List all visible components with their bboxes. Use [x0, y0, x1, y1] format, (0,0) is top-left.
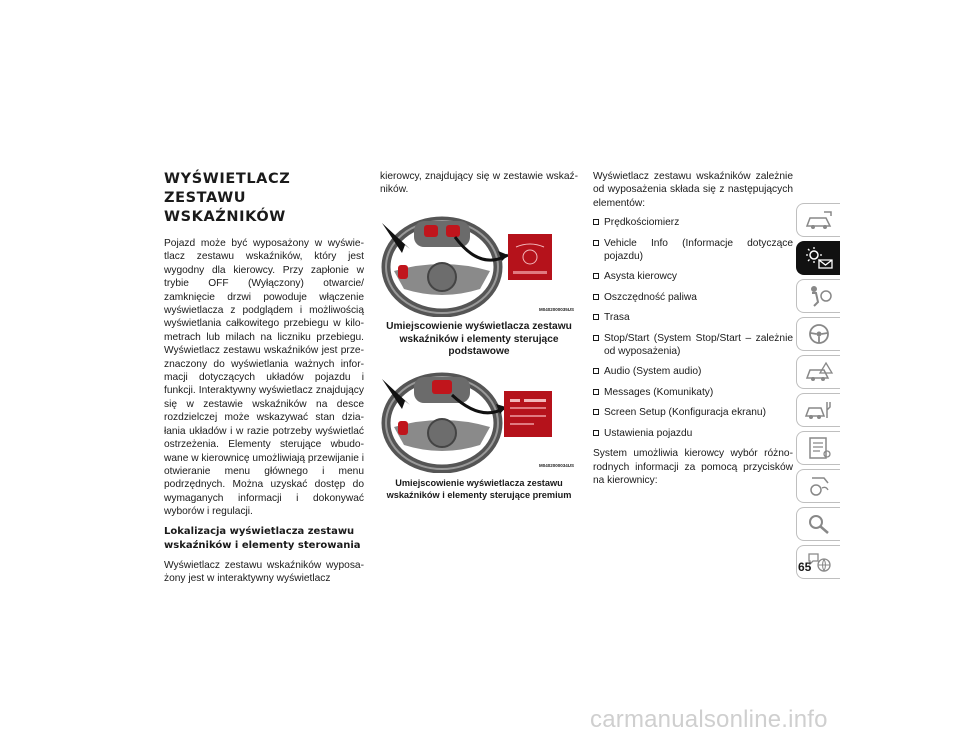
- list-item: Asysta kierowcy: [593, 270, 793, 283]
- tab-driving[interactable]: [796, 317, 840, 351]
- airbag-passenger-icon: [804, 284, 834, 308]
- tab-emergency[interactable]: [796, 355, 840, 389]
- checkbox-bullet-icon: [593, 219, 599, 225]
- list-item: Prędkościomierz: [593, 216, 793, 229]
- steering-wheel-premium-illustration: [380, 365, 578, 473]
- multimedia-icon: [804, 474, 834, 498]
- tab-multimedia[interactable]: [796, 469, 840, 503]
- list-item: Messages (Komunikaty): [593, 386, 793, 399]
- checkbox-bullet-icon: [593, 240, 599, 246]
- checkbox-bullet-icon: [593, 335, 599, 341]
- figure-caption: Umiejscowienie wyświetlacza zestawu wskaźników i elementy sterujące podstawowe: [386, 320, 572, 358]
- buttons-paragraph: System umożliwia kierowcy wybór różnorodnych informacji za pomocą przycisków na kierownicy:: [593, 448, 793, 486]
- checkbox-bullet-icon: [593, 430, 599, 436]
- checkbox-bullet-icon: [593, 389, 599, 395]
- tab-car-key[interactable]: [796, 203, 840, 237]
- list-item: Screen Setup (Konfiguracja ekranu): [593, 406, 793, 419]
- tab-index[interactable]: [796, 507, 840, 541]
- list-item: Stop/Start (System Stop/Start – zależnie od wyposażenia): [593, 332, 793, 359]
- list-item: Ustawienia pojazdu: [593, 427, 793, 440]
- list-item: Audio (System audio): [593, 365, 793, 378]
- list-item: Trasa: [593, 311, 793, 324]
- figure-code: M0402000034US: [538, 463, 574, 469]
- figure-caption: Umiejscowienie wyświetlacza zestawu wskaźników i elementy sterujące premium: [386, 478, 572, 501]
- checkbox-bullet-icon: [593, 294, 599, 300]
- tab-dashboard[interactable]: [796, 241, 840, 275]
- figure-premium-cluster: [380, 365, 578, 473]
- car-warning-icon: [804, 360, 834, 384]
- location-paragraph: Wyświetlacz zestawu wskaźników wyposażony jest w interaktywny wyświetlacz: [164, 559, 364, 584]
- checkbox-bullet-icon: [593, 409, 599, 415]
- list-item: Oszczędność paliwa: [593, 291, 793, 304]
- chapter-tabs: [796, 203, 842, 583]
- tab-safety[interactable]: [796, 279, 840, 313]
- dashboard-light-icon: [804, 246, 834, 270]
- checkbox-bullet-icon: [593, 314, 599, 320]
- figure-basic-cluster: [380, 209, 578, 317]
- elements-intro: Wyświetlacz zestawu wskaźników zależnie od wyposażenia składa się z następujących elementów:: [593, 171, 793, 209]
- page-number: 65: [798, 560, 812, 574]
- continued-paragraph: kierowcy, znajdujący się w zestawie wskaźników.: [380, 171, 578, 196]
- column-middle: [380, 170, 578, 507]
- figure-code: M0402000035US: [538, 306, 574, 312]
- steering-wheel-basic-illustration: [380, 209, 578, 317]
- tab-service[interactable]: [796, 393, 840, 427]
- column-left: [164, 170, 364, 591]
- car-service-icon: [804, 398, 834, 422]
- magnifier-icon: [804, 512, 834, 536]
- section-title: WYŚWIETLACZ ZESTAWU WSKAŹNIKÓW: [164, 171, 291, 225]
- checkbox-bullet-icon: [593, 368, 599, 374]
- column-right: [593, 170, 793, 493]
- watermark: carmanualsonline.info: [590, 706, 828, 733]
- elements-list: [593, 216, 793, 440]
- checklist-icon: [804, 436, 834, 460]
- subsection-title: Lokalizacja wyświetlacza zestawu wskaźników i elementy sterowania: [164, 525, 361, 551]
- steering-wheel-icon: [804, 322, 834, 346]
- tab-specifications[interactable]: [796, 431, 840, 465]
- checkbox-bullet-icon: [593, 273, 599, 279]
- intro-paragraph: Pojazd może być wyposażony w wyświetlacz zestawu wskaźników, który jest wygodny dla kierowcy. Przy zapłonie w trybie OFF (Wyłączony) otwarcie/ zamknięcie drzwi powoduje włączenie wyświetlacza z podglądem i możliwością wyświetlania całkowitego przebiegu w kilometrach lub milach na liczniku przebiegu. Wyświetlacz zestawu wskaźników jest przeznaczony do wyświetlania ważnych informacji dotyczących układów pojazdu i funkcji. Interaktywny wyświetlacz znajdujący się w zestawie wskaźników na desce rozdzielczej może wskazywać stan działania układów i w razie potrzeby wyświetlać ostrzeżenia. Elementy sterujące wbudowane w kierownicę umożliwiają przewijanie i otwieranie menu głównego i menu podrzędnych. Można uzyskać dostęp do wymaganych informacji i dokonywać wyborów i regulacji.: [164, 238, 364, 518]
- list-item: Vehicle Info (Informacje dotyczące pojazdu): [593, 237, 793, 264]
- car-key-icon: [804, 208, 834, 232]
